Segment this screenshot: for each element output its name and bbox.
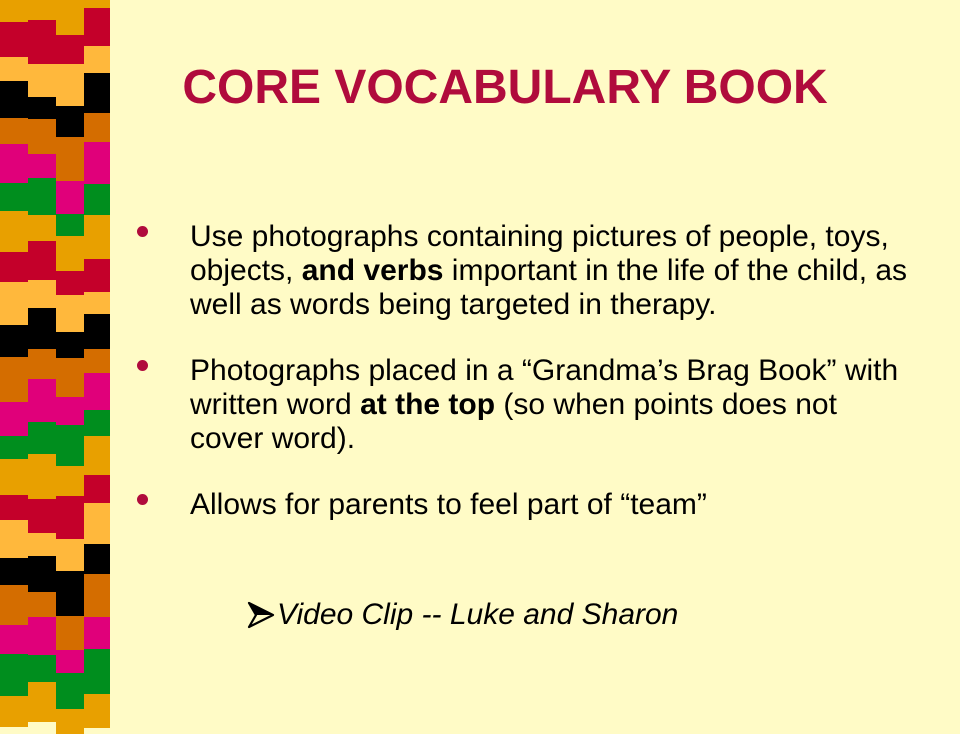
bullet-item <box>132 488 912 522</box>
stripe-block <box>84 8 110 46</box>
stripe-block <box>84 113 110 142</box>
bullet-text: Use photographs containing pictures of people, toys, objects, <box>190 220 889 287</box>
stripe-block <box>0 402 28 436</box>
stripe-block <box>28 97 56 119</box>
stripe-block <box>28 308 56 349</box>
bullet-item <box>132 220 912 322</box>
bullet-item <box>132 354 912 456</box>
stripe-block <box>84 46 110 73</box>
stripe-block <box>0 696 28 727</box>
stripe-block <box>0 144 28 183</box>
stripe-block <box>56 106 84 137</box>
stripe-block <box>56 295 84 332</box>
stripe-block <box>0 436 28 459</box>
stripe-block <box>56 571 84 616</box>
stripe-block <box>56 332 84 358</box>
stripe-block <box>56 539 84 571</box>
stripe-block <box>56 650 84 673</box>
stripe-block <box>28 119 56 154</box>
stripe-block <box>0 357 28 402</box>
stripe-block <box>84 349 110 373</box>
stripe-block <box>84 314 110 349</box>
stripe-block <box>0 495 28 520</box>
bullet-text: Allows for parents to feel part of “team” <box>190 488 707 521</box>
stripe-block <box>28 215 56 241</box>
stripe-block <box>0 252 28 282</box>
stripe-block <box>28 556 56 592</box>
stripe-block <box>56 425 84 466</box>
stripe-block <box>0 625 28 654</box>
stripe-block <box>28 64 56 97</box>
stripe-block <box>0 325 28 357</box>
stripe-block <box>84 544 110 574</box>
arrow-bullet-icon <box>245 599 277 631</box>
bullet-text: (so when points does not cover word). <box>190 388 837 455</box>
stripe-block <box>84 574 110 617</box>
stripe-block <box>84 694 110 728</box>
stripe-block <box>56 64 84 106</box>
stripe-block <box>0 57 28 81</box>
stripe-block <box>56 214 84 236</box>
slide-title: CORE VOCABULARY BOOK <box>182 61 828 114</box>
stripe-block <box>56 397 84 425</box>
bullet-dot-icon <box>132 488 152 522</box>
stripe-block <box>28 454 56 499</box>
bullet-text: Photographs placed in a “Grandma’s Brag Book” with written word <box>190 354 899 421</box>
stripe-block <box>0 459 28 495</box>
stripe-block <box>84 142 110 184</box>
stripe-block <box>84 649 110 694</box>
stripe-block <box>28 682 56 722</box>
stripe-block <box>56 673 84 709</box>
stripe-block <box>28 349 56 379</box>
stripe-block <box>56 466 84 496</box>
stripe-block <box>0 585 28 625</box>
bullet-text: important in the life of the child, as well as words being targeted in therapy. <box>190 254 908 321</box>
stripe-block <box>28 592 56 617</box>
stripe-block <box>56 616 84 650</box>
stripe-block <box>56 358 84 397</box>
stripe-block <box>0 22 28 57</box>
bullet-list <box>132 220 912 522</box>
stripe-block <box>84 259 110 292</box>
stripe-block <box>0 520 28 558</box>
stripe-block <box>28 617 56 655</box>
stripe-block <box>84 184 110 215</box>
stripe-block <box>28 499 56 533</box>
stripe-block <box>28 280 56 308</box>
stripe-block <box>84 475 110 503</box>
stripe-block <box>0 211 28 252</box>
stripe-block <box>56 709 84 734</box>
stripe-block <box>84 436 110 475</box>
stripe-block <box>0 118 28 144</box>
sub-bullet <box>245 595 895 635</box>
stripe-block <box>28 533 56 556</box>
bullet-emphasis: at the top <box>360 388 496 421</box>
sub-bullet-text: Video Clip -- Luke and Sharon <box>277 598 679 631</box>
stripe-block <box>84 292 110 314</box>
stripe-block <box>84 215 110 259</box>
stripe-block <box>28 422 56 454</box>
bullet-dot-icon <box>132 354 152 388</box>
stripe-block <box>28 178 56 215</box>
stripe-block <box>0 282 28 325</box>
stripe-block <box>0 654 28 696</box>
stripe-block <box>84 410 110 436</box>
stripe-block <box>84 373 110 410</box>
stripe-block <box>28 379 56 422</box>
stripe-block <box>0 183 28 211</box>
stripe-block <box>28 20 56 64</box>
stripe-block <box>56 271 84 295</box>
stripe-block <box>28 655 56 682</box>
stripe-block <box>56 35 84 64</box>
stripe-block <box>56 137 84 181</box>
stripe-block <box>0 558 28 585</box>
stripe-block <box>84 503 110 544</box>
bullet-dot-icon <box>132 220 152 254</box>
stripe-block <box>84 617 110 649</box>
decorative-stripe <box>0 0 110 720</box>
stripe-block <box>84 73 110 113</box>
stripe-block <box>84 0 110 8</box>
bullet-emphasis: and verbs <box>301 254 444 287</box>
stripe-block <box>0 81 28 118</box>
stripe-block <box>56 0 84 35</box>
stripe-block <box>56 496 84 539</box>
stripe-block <box>0 0 28 22</box>
stripe-block <box>28 0 56 20</box>
stripe-block <box>28 154 56 178</box>
stripe-block <box>56 236 84 271</box>
stripe-block <box>28 241 56 280</box>
stripe-block <box>56 181 84 214</box>
